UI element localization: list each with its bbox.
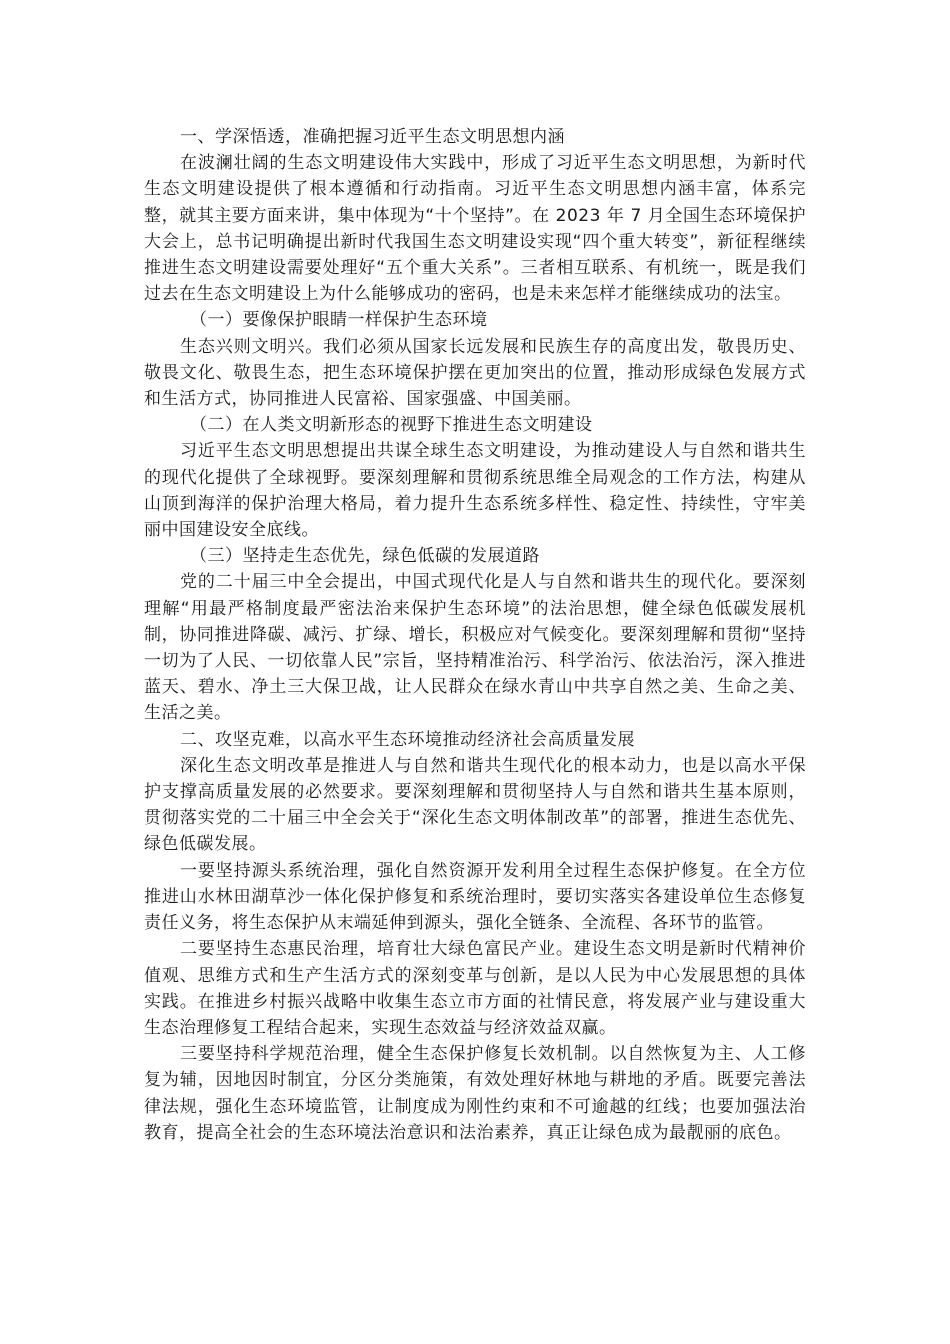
body-paragraph: 二要坚持生态惠民治理，培育壮大绿色富民产业。建设生态文明是新时代精神价值观、思维方式和生产生活方式的深刻变革与创新，是以人民为中心发展思想的具体实践。在推进乡村振兴战略中收集生态立市方面的社情民意，将发展产业与建设重大生态治理修复工程结合起来，实现生态效益与经济效益双赢。 bbox=[144, 939, 806, 1038]
body-paragraph: 党的二十届三中全会提出，中国式现代化是人与自然和谐共生的现代化。要深刻理解“用最严格制度最严密法治来保护生态环境”的法治思想，健全绿色低碳发展机制，协同推进降碳、减污、扩绿、增长，积极应对气候变化。要深刻理解和贯彻“坚持一切为了人民、一切依靠人民”宗旨，坚持精准治污、科学治污、依法治污，深入推进蓝天、碧水、净土三大保卫战，让人民群众在绿水青山中共享自然之美、生命之美、生活之美。 bbox=[144, 572, 806, 724]
body-paragraph: 生态兴则文明兴。我们必须从国家长远发展和民族生存的高度出发，敬畏历史、敬畏文化、敬畏生态，把生态环境保护摆在更加突出的位置，推动形成绿色发展方式和生活方式，协同推进人民富裕、国家强盛、中国美丽。 bbox=[144, 336, 806, 410]
subsection-heading-1: （一）要像保护眼睛一样保护生态环境 bbox=[190, 310, 488, 331]
subsection-heading-2: （二）在人类文明新形态的视野下推进生态文明建设 bbox=[190, 415, 593, 436]
document-body bbox=[144, 124, 806, 1146]
body-paragraph: 在波澜壮阔的生态文明建设伟大实践中，形成了习近平生态文明思想，为新时代生态文明建设提供了根本遵循和行动指南。习近平生态文明思想内涵丰富，体系完整，就其主要方面来讲，集中体现为“十个坚持”。在 2023 年 7 月全国生态环境保护大会上，总书记明确提出新时代我国生态文明建设实现“四个重大转变”，新征程继续推进生态文明建设需要处理好“五个重大关系”。三者相互联系、有机统一，既是我们过去在生态文明建设上为什么能够成功的密码，也是未来怎样才能继续成功的法宝。 bbox=[144, 153, 806, 305]
body-paragraph: 三要坚持科学规范治理，健全生态保护修复长效机制。以自然恢复为主、人工修复为辅，因地因时制宜，分区分类施策，有效处理好林地与耕地的矛盾。既要完善法律法规，强化生态环境监管，让制度成为刚性约束和不可逾越的红线；也要加强法治教育，提高全社会的生态环境法治意识和法治素养，真正让绿色成为最靓丽的底色。 bbox=[144, 1044, 806, 1143]
body-paragraph: 习近平生态文明思想提出共谋全球生态文明建设，为推动建设人与自然和谐共生的现代化提供了全球视野。要深刻理解和贯彻系统思维全局观念的工作方法，构建从山顶到海洋的保护治理大格局，着力提升生态系统多样性、稳定性、持续性，守牢美丽中国建设安全底线。 bbox=[144, 441, 806, 541]
section-heading-2: 二、攻坚克难，以高水平生态环境推动经济社会高质量发展 bbox=[180, 729, 635, 750]
body-paragraph: 一要坚持源头系统治理，强化自然资源开发利用全过程生态保护修复。在全方位推进山水林田湖草沙一体化保护修复和系统治理时，要切实落实各建设单位生态修复责任义务，将生态保护从末端延伸到源头，强化全链条、全流程、各环节的监管。 bbox=[144, 860, 806, 934]
section-heading-1: 一、学深悟透，准确把握习近平生态文明思想内涵 bbox=[180, 127, 565, 147]
body-paragraph: 深化生态文明改革是推进人与自然和谐共生现代化的根本动力，也是以高水平保护支撑高质量发展的必然要求。要深刻理解和贯彻坚持人与自然和谐共生基本原则，贯彻落实党的二十届三中全会关于“深化生态文明体制改革”的部署，推进生态优先、绿色低碳发展。 bbox=[144, 755, 806, 855]
subsection-heading-3: （三）坚持走生态优先，绿色低碳的发展道路 bbox=[190, 546, 540, 567]
